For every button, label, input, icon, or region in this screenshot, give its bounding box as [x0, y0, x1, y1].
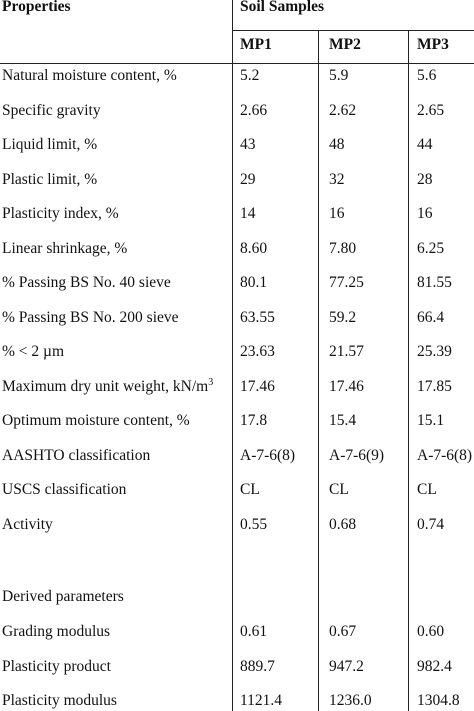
cell-mp2: 59.2 [329, 308, 357, 326]
column-header-mp1: MP1 [240, 36, 272, 53]
cell-mp2: 1236.0 [329, 692, 372, 709]
row-label: Plastic limit, % [2, 170, 98, 188]
row-label: Specific gravity [2, 101, 101, 119]
row-label: AASHTO classification [2, 446, 151, 464]
cell-mp1: CL [240, 481, 260, 498]
cell-mp1: 63.55 [240, 308, 275, 326]
derived-parameters-label: Derived parameters [2, 588, 124, 605]
cell-mp3: 982.4 [417, 657, 452, 675]
row-label: Optimum moisture content, % [2, 412, 190, 429]
row-label: Grading modulus [2, 623, 111, 640]
cell-mp1: 17.8 [240, 412, 268, 429]
cell-mp2: 947.2 [329, 657, 364, 675]
cell-mp3: A-7-6(8) [417, 446, 473, 464]
cell-mp3: 25.39 [417, 343, 452, 360]
cell-mp3: 15.1 [417, 412, 445, 429]
cell-mp2: 15.4 [329, 412, 357, 429]
header-rule-upper [232, 30, 474, 31]
column-header-mp2: MP2 [329, 36, 361, 53]
cell-mp3: 5.6 [417, 67, 437, 84]
column-header-mp3: MP3 [417, 36, 449, 53]
cell-mp3: 28 [417, 170, 433, 188]
cell-mp1: 29 [240, 170, 256, 188]
cell-mp2: 0.68 [329, 515, 357, 533]
row-label: Plasticity modulus [2, 692, 117, 709]
column-divider-1 [232, 0, 233, 711]
cell-mp3: 16 [417, 205, 433, 222]
cell-mp2: 0.67 [329, 623, 357, 640]
cell-mp1: 8.60 [240, 239, 268, 257]
row-label: % Passing BS No. 40 sieve [2, 274, 171, 291]
cell-mp1: 0.55 [240, 515, 268, 533]
row-label: Linear shrinkage, % [2, 239, 128, 257]
cell-mp3: 2.65 [417, 101, 445, 119]
row-label: Natural moisture content, % [2, 67, 177, 84]
cell-mp2: 77.25 [329, 274, 364, 291]
cell-mp1: 889.7 [240, 657, 275, 675]
cell-mp1: A-7-6(8) [240, 446, 296, 464]
cell-mp3: 44 [417, 136, 433, 153]
row-label: Maximum dry unit weight, $kN/m^3$ [2, 376, 214, 395]
header-rule-lower [0, 63, 474, 64]
row-label: USCS classification [2, 481, 127, 498]
cell-mp2: 21.57 [329, 343, 364, 360]
cell-mp2: 7.80 [329, 239, 357, 257]
cell-mp3: 0.74 [417, 515, 445, 533]
row-label: Plasticity product [2, 657, 111, 675]
cell-mp3: 66.4 [417, 308, 445, 326]
cell-mp3: 0.60 [417, 623, 445, 640]
cell-mp3: 17.85 [417, 377, 452, 395]
cell-mp1: 17.46 [240, 377, 275, 395]
soil-samples-header: Soil Samples [240, 0, 324, 15]
cell-mp1: 43 [240, 136, 256, 153]
cell-mp1: 14 [240, 205, 256, 222]
cell-mp1: 23.63 [240, 343, 275, 360]
row-label: Activity [2, 515, 53, 533]
cell-mp1: 5.2 [240, 67, 260, 84]
cell-mp2: 17.46 [329, 377, 364, 395]
cell-mp2: 48 [329, 136, 345, 153]
row-label: Plasticity index, % [2, 205, 119, 222]
cell-mp3: 6.25 [417, 239, 445, 257]
cell-mp2: 2.62 [329, 101, 357, 119]
row-label-superscript: 3 [208, 376, 214, 388]
cell-mp2: CL [329, 481, 349, 498]
cell-mp1: 0.61 [240, 623, 268, 640]
cell-mp1: 80.1 [240, 274, 268, 291]
column-divider-2 [318, 30, 319, 711]
row-label: Liquid limit, % [2, 136, 98, 153]
properties-header: Properties [2, 0, 71, 15]
cell-mp1: 1121.4 [240, 692, 283, 709]
cell-mp2: 5.9 [329, 67, 349, 84]
cell-mp2: 16 [329, 205, 345, 222]
cell-mp3: CL [417, 481, 437, 498]
row-label: % < 2 µm [2, 343, 65, 360]
cell-mp1: 2.66 [240, 101, 268, 119]
cell-mp2: A-7-6(9) [329, 446, 385, 464]
cell-mp2: 32 [329, 170, 345, 188]
cell-mp3: 1304.8 [417, 692, 460, 709]
cell-mp3: 81.55 [417, 274, 452, 291]
row-label: % Passing BS No. 200 sieve [2, 308, 179, 326]
column-divider-3 [408, 30, 409, 711]
